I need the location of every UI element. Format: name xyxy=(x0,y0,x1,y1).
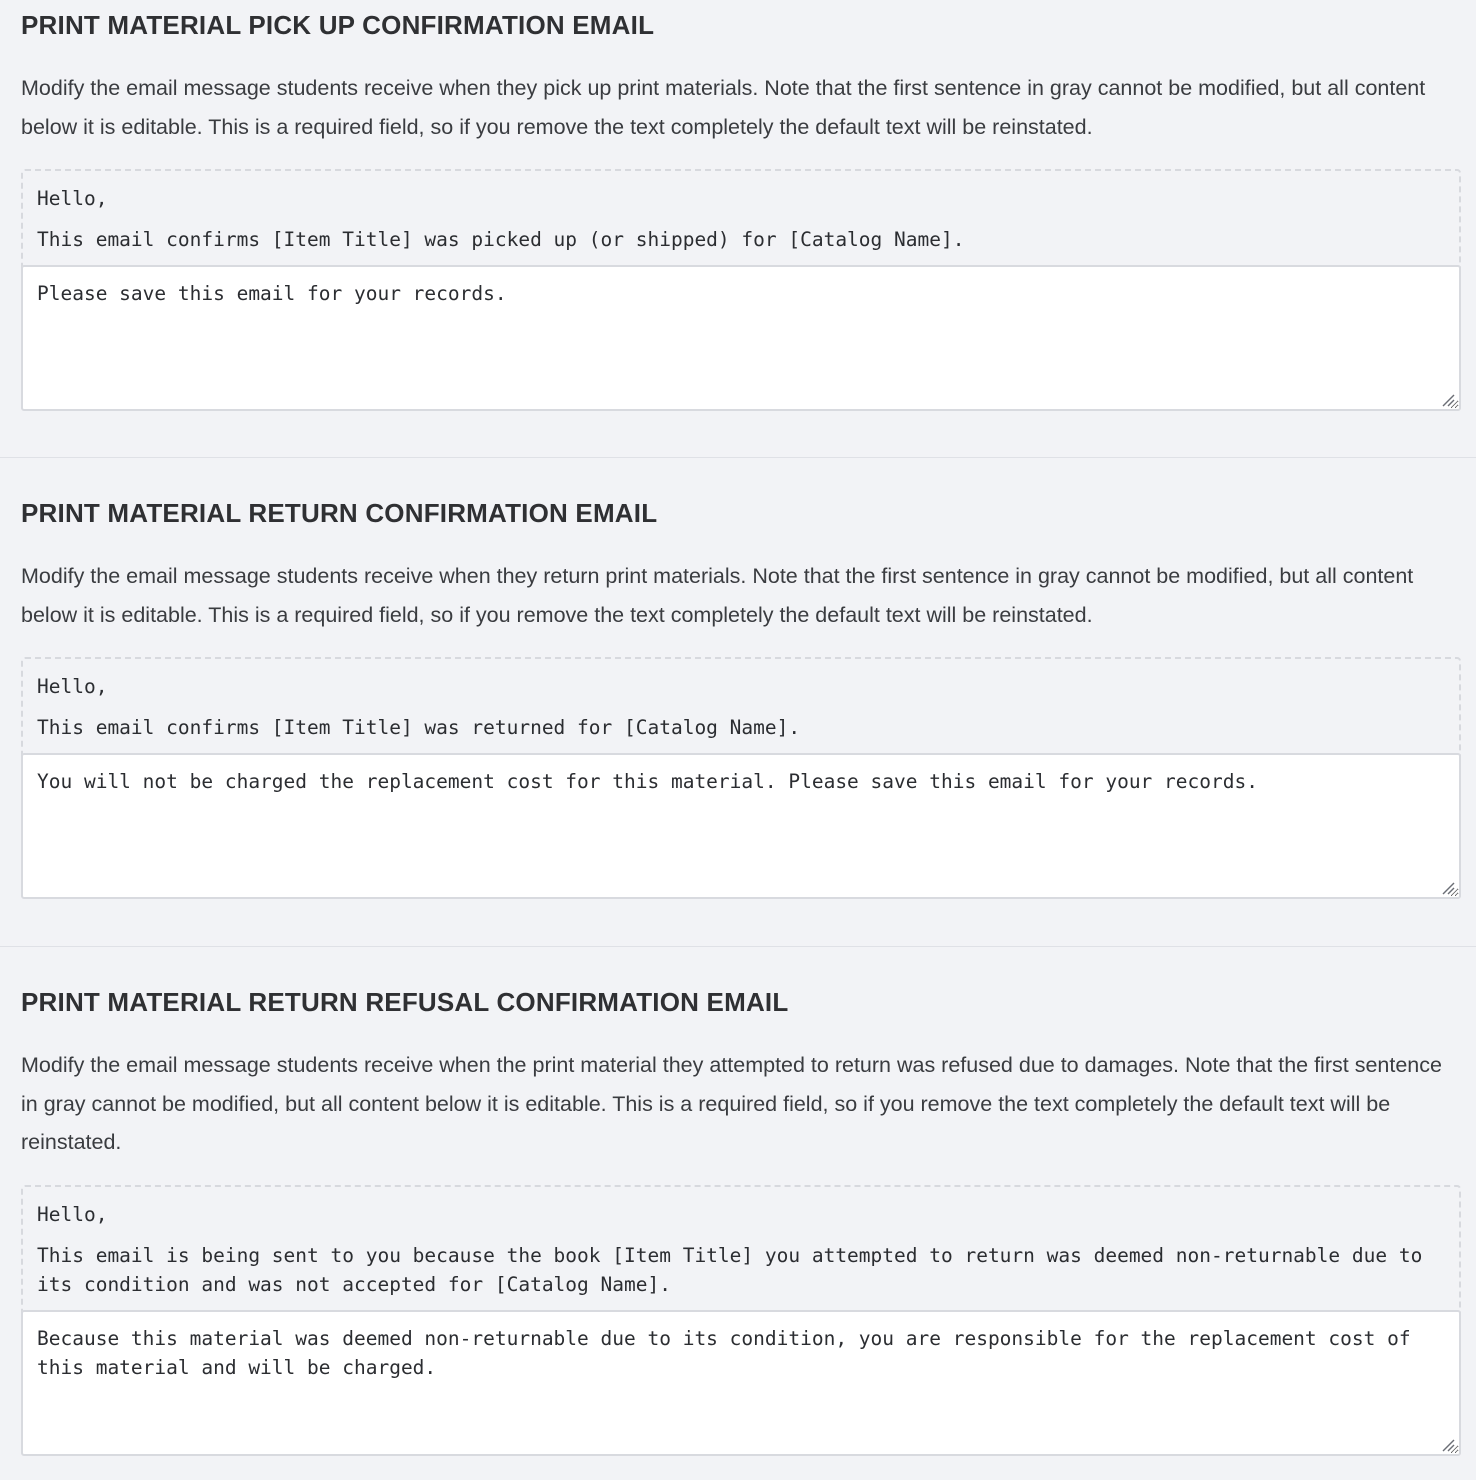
section-title: PRINT MATERIAL RETURN CONFIRMATION EMAIL xyxy=(21,498,658,528)
section-description: Modify the email message students receive when the print material they attempted to return was refused due to damages. Note that the first sentence in gray cannot be modified, but all content below it is editable. This is a required field, so if you remove the text completely the default text will be reinstated. xyxy=(21,1053,1442,1154)
email-body-textarea[interactable] xyxy=(21,1310,1461,1456)
email-template-box xyxy=(21,1185,1461,1456)
fixed-text-area xyxy=(23,1187,1459,1310)
email-template-box xyxy=(21,657,1461,899)
greeting-line: Hello, xyxy=(37,675,108,698)
fixed-sentence: This email confirms [Item Title] was returned for [Catalog Name]. xyxy=(37,716,801,739)
greeting-line: Hello, xyxy=(37,187,108,210)
email-body-textarea[interactable] xyxy=(21,753,1461,899)
section-title: PRINT MATERIAL RETURN REFUSAL CONFIRMATION EMAIL xyxy=(21,987,789,1017)
section-title: PRINT MATERIAL PICK UP CONFIRMATION EMAIL xyxy=(21,10,655,40)
email-body-textarea[interactable] xyxy=(21,265,1461,411)
fixed-text-area xyxy=(23,171,1459,265)
section-description: Modify the email message students receive when they pick up print materials. Note that the first sentence in gray cannot be modified, but all content below it is editable. This is a required field, so if you remove the text completely the default text will be reinstated. xyxy=(21,76,1426,139)
pickup-email-section xyxy=(0,0,1476,457)
section-description: Modify the email message students receive when they return print materials. Note that the first sentence in gray cannot be modified, but all content below it is editable. This is a required field, so if you remove the text completely the default text will be reinstated. xyxy=(21,564,1414,627)
editable-wrap xyxy=(23,1310,1459,1456)
email-template-box xyxy=(21,169,1461,411)
greeting-line: Hello, xyxy=(37,1202,108,1226)
return-refusal-email-section xyxy=(0,946,1476,1456)
fixed-sentence: This email confirms [Item Title] was picked up (or shipped) for [Catalog Name]. xyxy=(37,228,965,251)
editable-wrap xyxy=(23,265,1459,411)
editable-wrap xyxy=(23,753,1459,899)
return-email-section xyxy=(0,457,1476,946)
fixed-text-area xyxy=(23,659,1459,753)
fixed-sentence: This email is being sent to you because the book [Item Title] you attempted to return was deemed non-returnable due to its condition and was not accepted for [Catalog Name]. xyxy=(37,1243,1435,1296)
